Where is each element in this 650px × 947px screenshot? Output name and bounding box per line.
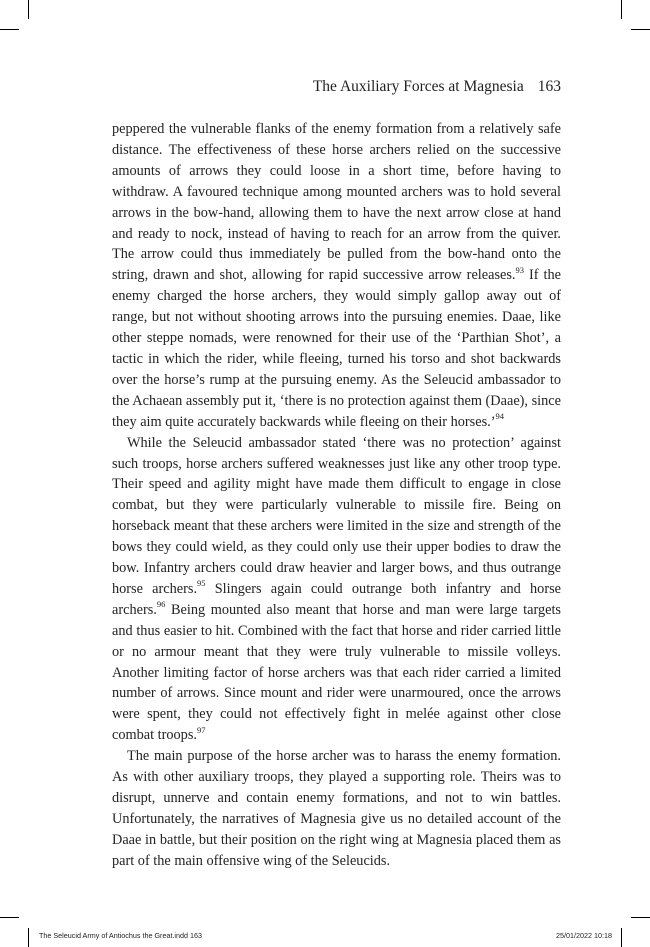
text-run: If the enemy charged the horse archers, they would simply gallop away out of range, but not without shooting arrows into the pursuing enemies. Daae, like other steppe nomads, were renowned for their use of the ‘Parthian Shot’, a tactic in which the rider, while fleeing, turned his torso and shot backwards over the horse’s rump at the pursuing enemy. As the Seleucid ambassador to the Achaean assembly put it, ‘there is no protection against them (Daae), since they aim quite accurately backwards while fleeing on their horses.’ [112, 267, 562, 430]
text-run: peppered the vulnerable flanks of the enemy formation from a relatively safe distance. The effectiveness of these horse archers relied on the successive amounts of arrows they could loose in a short time, before having to withdraw. A favoured technique among mounted archers was to hold several arrows in the bow-hand, allowing them to have the next arrow close at hand and ready to nock, instead of having to reach for an arrow from the quiver. The arrow could thus immediately be pulled from the bow-hand onto the string, drawn and shot, allowing for rapid successive arrow releases. [112, 121, 561, 284]
slug-file-name: The Seleucid Army of Antiochus the Great.indd 163 [39, 931, 203, 940]
body-text [112, 119, 561, 872]
footnote-ref[interactable]: 96 [156, 599, 166, 610]
footnote-ref[interactable]: 97 [196, 724, 206, 735]
print-slug [0, 929, 650, 943]
footnote-ref[interactable]: 93 [515, 264, 525, 275]
text-run: Being mounted also meant that horse and man were large targets and thus easier to hit. Combined with the fact that horse and rider carried little or no armour meant that they were truly vulnerable to missile volleys. Another limiting factor of horse archers was that each rider carried a limited number of arrows. Since mount and rider were unarmoured, once the arrows were spent, they could not effectively fight in melée against other close combat troops. [112, 601, 561, 744]
crop-mark-bottom-right-h [631, 917, 650, 918]
slug-timestamp: 25/01/2022 10:18 [556, 931, 612, 940]
text-run: The main purpose of the horse archer was to harass the enemy formation. As with other auxiliary troops, they played a supporting role. Theirs was to disrupt, unnerve and contain enemy formations, and not to win battles. Unfortunately, the narratives of Magnesia give us no detailed account of the Daae in battle, but their position on the right wing at Magnesia placed them as part of the main offensive wing of the Seleucids. [112, 748, 561, 869]
text-run: Slingers again could outrange both infantry and horse archers. [112, 580, 561, 618]
crop-mark-top-left-h [0, 29, 19, 30]
page-number: 163 [537, 78, 561, 95]
crop-mark-top-right-h [631, 29, 650, 30]
footnote-ref[interactable]: 95 [197, 578, 206, 589]
running-head [112, 78, 561, 96]
paragraph-1 [112, 119, 561, 433]
crop-mark-bottom-left-h [0, 917, 19, 918]
paragraph-2 [112, 433, 561, 747]
footnote-ref[interactable]: 94 [495, 410, 504, 421]
crop-mark-top-right [621, 0, 622, 19]
chapter-title: The Auxiliary Forces at Magnesia [312, 78, 524, 95]
paragraph-3 [112, 746, 561, 871]
text-run: While the Seleucid ambassador stated ‘there was no protection’ against such troops, horse archers suffered weaknesses just like any other troop type. Their speed and agility might have made them difficult to engage in close combat, but they were particularly vulnerable to missile fire. Being on horseback meant that these archers were limited in the size and strength of the bows they could wield, as they could only use their upper bodies to draw the bow. Infantry archers could draw heavier and larger bows, and thus outrange horse archers. [112, 434, 561, 597]
crop-mark-top-left [28, 0, 29, 19]
